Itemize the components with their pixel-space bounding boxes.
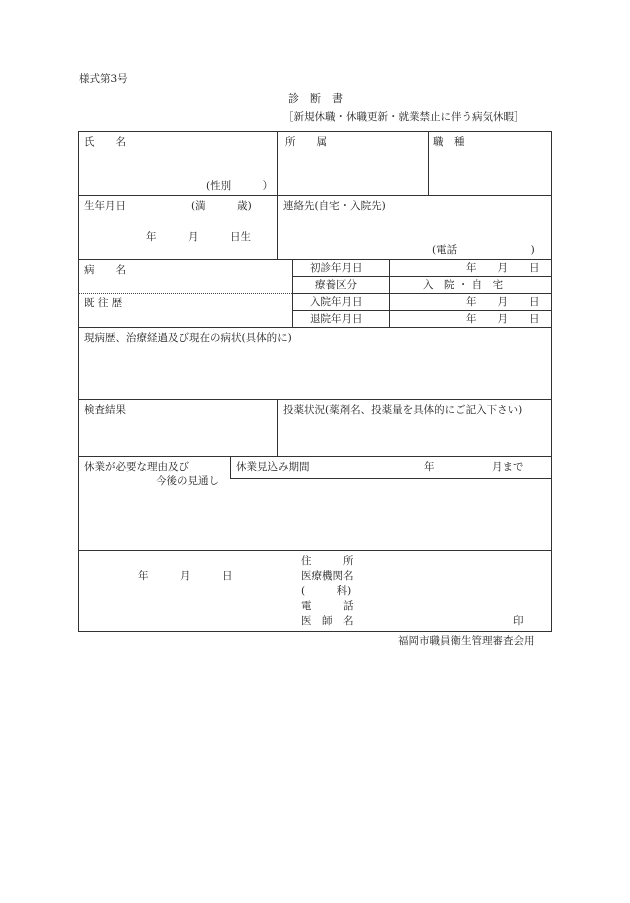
birth-ymd-label[interactable]: 年 月 日生 xyxy=(146,231,251,243)
leave-period-year[interactable]: 年 xyxy=(424,461,435,473)
age-label[interactable]: (満 歳) xyxy=(191,200,252,212)
leave-outlook-label: 今後の見通し xyxy=(156,475,219,487)
contact-label[interactable]: 連絡先(自宅・入院先) xyxy=(283,200,386,212)
footer-note: 福岡市職員衛生管理審査会用 xyxy=(398,635,535,647)
leave-period-until[interactable]: 月まで xyxy=(492,461,524,473)
leave-period-label: 休業見込み期間 xyxy=(236,461,310,473)
seal-mark[interactable]: 印 xyxy=(513,615,524,627)
signature-institution-label: 医療機関名 xyxy=(301,570,354,582)
treatment-category-label: 療養区分 xyxy=(315,279,357,291)
page-title: 診 断 書 xyxy=(288,92,343,105)
test-results-label[interactable]: 検査結果 xyxy=(84,404,126,416)
admission-ymd[interactable]: 年 月 日 xyxy=(466,296,540,308)
signature-doctor-label: 医 師 名 xyxy=(301,615,354,627)
treatment-options[interactable]: 入 院 ・ 自 宅 xyxy=(423,279,504,291)
admission-label: 入院年月日 xyxy=(310,296,363,308)
name-label[interactable]: 氏 名 xyxy=(84,136,126,148)
gender-label[interactable]: (性別 ） xyxy=(206,180,274,192)
affiliation-label[interactable]: 所 属 xyxy=(285,136,327,148)
birth-date-label[interactable]: 生年月日 xyxy=(84,200,126,212)
medication-label[interactable]: 投薬状況(薬剤名、投薬量を具体的にご記入下さい) xyxy=(283,404,523,416)
form-subtitle: ［新規休職・休職更新・就業禁止に伴う病気休暇］ xyxy=(283,111,525,123)
leave-reason-label[interactable]: 休業が必要な理由及び xyxy=(84,461,189,473)
discharge-label: 退院年月日 xyxy=(310,313,363,325)
present-illness-label[interactable]: 現病歴、治療経過及び現在の病状(具体的に) xyxy=(84,332,292,344)
first-visit-ymd[interactable]: 年 月 日 xyxy=(466,262,540,274)
phone-label[interactable]: (電話 ) xyxy=(432,244,535,256)
form-number: 様式第3号 xyxy=(79,73,128,85)
job-type-label[interactable]: 職 種 xyxy=(433,136,465,148)
signature-department-label: ( 科) xyxy=(301,585,352,597)
signature-address-label: 住 所 xyxy=(301,555,354,567)
signature-phone-label: 電 話 xyxy=(301,600,354,612)
discharge-ymd[interactable]: 年 月 日 xyxy=(466,313,540,325)
first-visit-label: 初診年月日 xyxy=(310,262,363,274)
medical-history-label[interactable]: 既 往 歴 xyxy=(84,297,123,309)
disease-name-label[interactable]: 病 名 xyxy=(84,264,126,276)
signature-date[interactable]: 年 月 日 xyxy=(138,570,233,582)
